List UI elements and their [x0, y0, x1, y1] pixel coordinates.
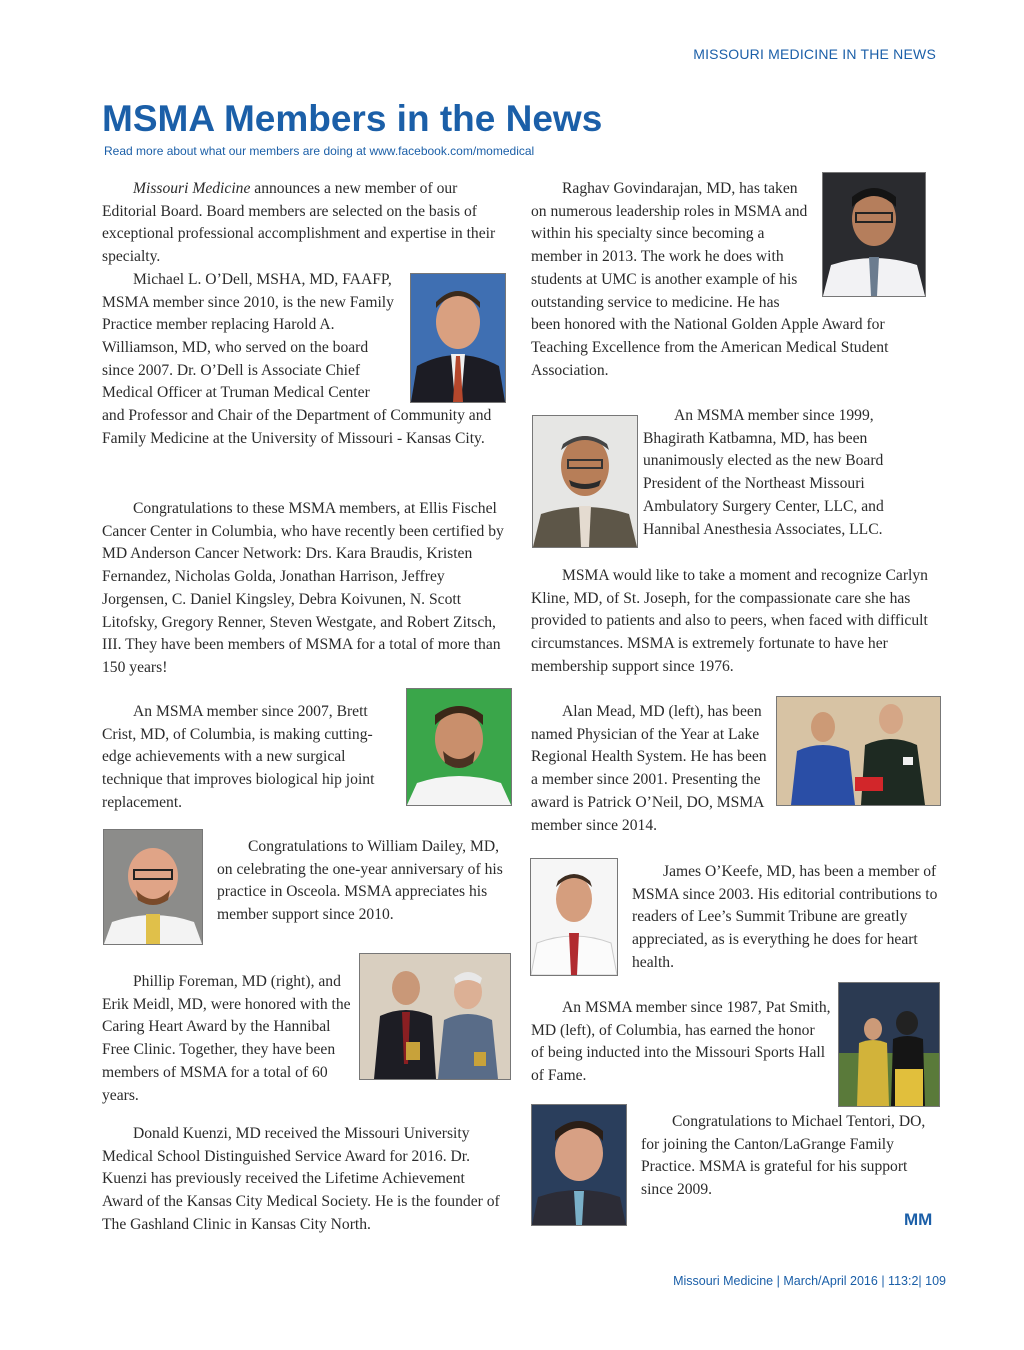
- kline-text: MSMA would like to take a moment and recognize Carlyn Kline, MD, of St. Joseph, for the compassionate care she has provided to patients and also to peers, when faced with difficult circumstances. MSMA is extremely fortunate to have her membership support since 1976.: [531, 567, 928, 675]
- smith-text: An MSMA member since 1987, Pat Smith, MD (left), of Columbia, has earned the honor of being inducted into the Missouri Sports Hall of Fame.: [531, 999, 831, 1085]
- section-header: MISSOURI MEDICINE IN THE NEWS: [693, 46, 936, 62]
- footer-volume: 113:2: [888, 1274, 919, 1288]
- mead-text: Alan Mead, MD (left), has been named Physician of the Year at Lake Regional Health System. He has been a member since 2001. Presenting the award is Patrick O’Neil, DO, MSMA member since 2014.: [531, 703, 767, 834]
- govindarajan-text: Raghav Govindarajan, MD, has taken on numerous leadership roles in MSMA and within his specialty since becoming a member in 2013. The work he does with students at UMC is another example of his outstanding service to medicine. He has been honored with the National Golden Apple Award for Teaching Excellence from the American Medical Student Association.: [531, 180, 889, 379]
- page-subtitle: Read more about what our members are doing at www.facebook.com/momedical: [104, 144, 535, 158]
- govindarajan-item: [531, 178, 926, 382]
- photo-odell: [410, 273, 506, 403]
- footer-page: 109: [925, 1274, 946, 1288]
- kuenzi-text: Donald Kuenzi, MD received the Missouri University Medical School Distinguished Service Award for 2016. Dr. Kuenzi has previously received the Lifetime Achievement Award of the Kansas City Medical Society. He is the founder of The Gashland Clinic in Kansas City North.: [102, 1125, 500, 1233]
- footer-separator: |: [918, 1274, 922, 1288]
- editorial-board-item: [102, 178, 506, 450]
- foreman-text: Phillip Foreman, MD (right), and Erik Meidl, MD, were honored with the Caring Heart Award by the Hannibal Free Clinic. Together, they have been members of MSMA for a total of 60 years.: [102, 973, 351, 1104]
- journal-name: Missouri Medicine: [133, 180, 251, 197]
- ellis-fischel-text: Congratulations to these MSMA members, at Ellis Fischel Cancer Center in Columbia, who have recently been certified by MD Anderson Cancer Network: Drs. Kara Braudis, Kristen Fernandez, Nicholas Golda, Jonathan Harrison, Jeffrey Jorgensen, C. Daniel Kingsley, Debra Koivunen, N. Scott Litofsky, Gregory Renner, Steven Westgate, and Robert Zitsch, III. They have been members of MSMA for a total of more than 150 years!: [102, 500, 504, 676]
- odell-text: Michael L. O’Dell, MSHA, MD, FAAFP, MSMA member since 2010, is the new Family Practice member replacing Harold A. Williamson, MD, who served on the board since 2007. Dr. O’Dell is Associate Chief Medical Officer at Truman Medical Center and Professor and Chair of the Department of Community and Family Medicine at the University of Missouri - Kansas City.: [102, 270, 492, 447]
- tentori-text: Congratulations to Michael Tentori, DO, for joining the Canton/LaGrange Family Practice. MSMA is grateful for his support since 2009.: [641, 1113, 926, 1199]
- dailey-text: Congratulations to William Dailey, MD, on celebrating the one-year anniversary of his practice in Osceola. MSMA appreciates his member support since 2010.: [217, 838, 503, 924]
- page-title: MSMA Members in the News: [102, 98, 603, 139]
- page-footer: [673, 1274, 946, 1288]
- editorial-board-text: announces a new member of our Editorial Board. Board members are selected on the basis of exceptional professional accomplishment and expertise in their specialty.: [102, 180, 496, 266]
- katbamna-text: An MSMA member since 1999, Bhagirath Katbamna, MD, has been unanimously elected as the new Board President of the Northeast Missouri Ambulatory Surgery Center, LLC, and Hannibal Anesthesia Associates, LLC.: [643, 407, 884, 538]
- footer-issue: March/April 2016: [783, 1274, 878, 1288]
- footer-separator: |: [881, 1274, 885, 1288]
- okeefe-text: James O’Keefe, MD, has been a member of MSMA since 2003. His editorial contributions to readers of Lee’s Summit Tribune are greatly appreciated, as is everything he does for heart health.: [632, 863, 938, 971]
- footer-separator: |: [776, 1274, 780, 1288]
- photo-okeefe: [530, 858, 618, 976]
- photo-dailey: [103, 829, 203, 945]
- footer-journal: Missouri Medicine: [673, 1274, 774, 1288]
- photo-katbamna: [532, 415, 638, 548]
- crist-text: An MSMA member since 2007, Brett Crist, MD, of Columbia, is making cutting-edge achievements with a new surgical technique that improves biological hip joint replacement.: [102, 703, 375, 811]
- photo-mead: [776, 696, 941, 806]
- photo-foreman: [359, 953, 511, 1080]
- end-mark: MM: [904, 1210, 933, 1229]
- photo-smith: [838, 982, 940, 1107]
- photo-tentori: [531, 1104, 627, 1226]
- photo-govindarajan: [822, 172, 926, 297]
- photo-crist: [406, 688, 512, 806]
